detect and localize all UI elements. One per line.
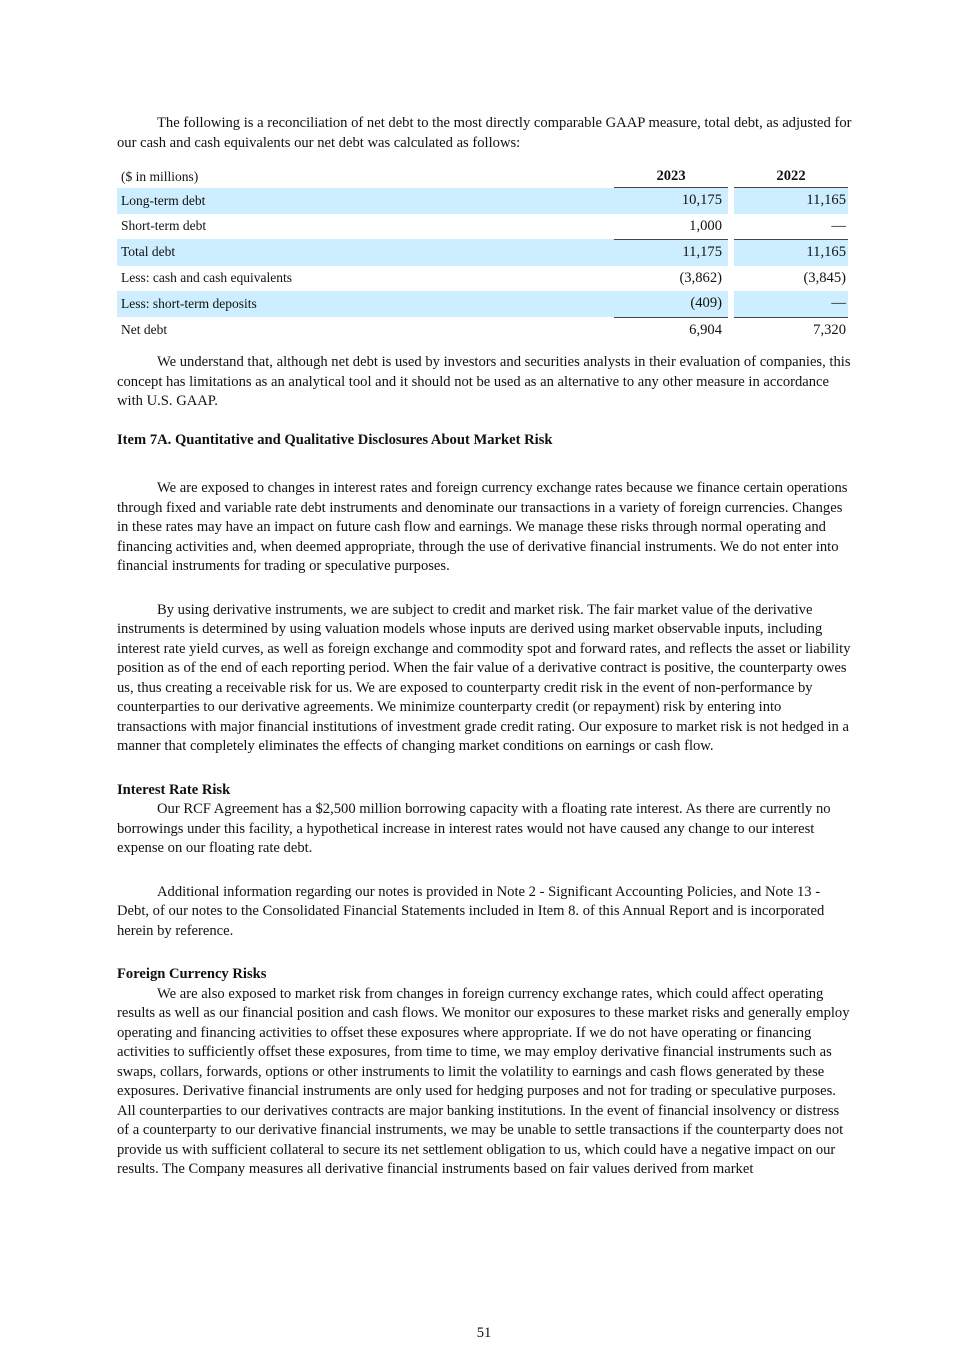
row-label: Total debt (117, 239, 614, 266)
interest-rate-paragraph-1: Our RCF Agreement has a $2,500 million borrowing capacity with a floating rate interest. As there are currently no borrowings under this facility, a hypothetical increase in interest rates would not have caused any change to our interest expense on our floating rate debt. (117, 801, 831, 856)
table-row (117, 266, 848, 292)
net-debt-table (117, 165, 848, 343)
intro-paragraph: The following is a reconciliation of net debt to the most directly comparable GAAP measure, total debt, as adjusted for our cash and cash equivalents our net debt was calculated as follows: (117, 115, 852, 151)
value-2022: 11,165 (734, 188, 848, 214)
row-label: Short-term debt (121, 218, 207, 234)
column-header-2022: 2022 (734, 165, 848, 188)
table-header-row (117, 165, 848, 188)
row-label: Less: cash and cash equivalents (121, 270, 292, 286)
item-7a-heading: Item 7A. Quantitative and Qualitative Disclosures About Market Risk (117, 431, 553, 448)
value-2022: — (831, 217, 846, 234)
table-row (117, 188, 848, 214)
value-2023: 10,175 (614, 188, 728, 214)
value-2023: 1,000 (689, 217, 722, 234)
row-label: Net debt (121, 321, 168, 337)
table-row (117, 214, 848, 240)
table-row-total (117, 239, 848, 266)
value-2023: 11,175 (614, 239, 728, 266)
value-2022: 7,320 (734, 317, 848, 344)
page-number: 51 (476, 1325, 492, 1341)
column-header-2023: 2023 (614, 165, 728, 188)
market-risk-paragraph-1: We are exposed to changes in interest rates and foreign currency exchange rates because we finance certain operations through fixed and variable rate debt instruments and denominate our transactions in a variety of foreign currencies. Changes in these rates may have an impact on future cash flow and earnings. We manage these risks through normal operating and financing activities and, when deemed appropriate, through the use of derivative financial instruments. We do not enter into financial instruments for trading or speculative purposes. (117, 480, 848, 574)
value-2022: — (734, 291, 848, 317)
row-label: Long-term debt (117, 188, 614, 214)
value-2023: (3,862) (679, 269, 722, 286)
table-row-net-debt (117, 317, 848, 344)
unit-label: ($ in millions) (121, 168, 199, 184)
value-2023: (409) (614, 291, 728, 317)
value-2022: 11,165 (734, 239, 848, 266)
market-risk-paragraph-2: By using derivative instruments, we are subject to credit and market risk. The fair market value of the derivative instruments is determined by using valuation models whose inputs are derived using market observable inputs, including interest rate yield curves, as well as foreign exchange and commodity spot and forward rates, and reflects the asset or liability position as of the end of each reporting period. When the fair value of a derivative contract is positive, the counterparty owes us, thus creating a receivable risk for us. We are exposed to counterparty credit risk in the event of non-performance by counterparties to our derivative agreements. We minimize counterparty credit (or repayment) risk by entering into transactions with major financial institutions of investment grade credit rating. Our exposure to market risk is not hedged in a manner that completely eliminates the effects of changing market conditions on earnings or cash flow. (117, 601, 851, 754)
foreign-currency-paragraph: We are also exposed to market risk from changes in foreign currency exchange rates, which could affect operating results as well as our financial position and cash flows. We monitor our exposures to these market risks and generally employ operating and financing activities to offset these exposures where appropriate. If we do not have operating or financing activities to sufficiently offset these exposures, from time to time, we may employ derivative financial instruments such as swaps, collars, forwards, options or other instruments to limit the volatility to earnings and cash flows generated by these exposures. Derivative financial instruments are only used for hedging purposes and not for trading or speculative purposes. All counterparties to our derivatives contracts are major banking institutions. In the event of financial insolvency or distress of a counterparty to our derivative financial instruments, we may be unable to settle transactions if the counterparty does not provide us with sufficient collateral to secure its net settlement obligation to us, which could have a negative impact on our results. The Company measures all derivative financial instruments based on fair values derived from market (117, 985, 850, 1177)
value-2022: (3,845) (803, 269, 846, 286)
net-debt-note: We understand that, although net debt is used by investors and securities analysts in their evaluation of companies, this concept has limitations as an analytical tool and it should not be used as an alternative to any other measure in accordance with U.S. GAAP. (117, 354, 851, 409)
document-page (117, 114, 853, 1180)
value-2023: 6,904 (614, 317, 728, 344)
foreign-currency-heading: Foreign Currency Risks (117, 966, 267, 982)
row-label: Less: short-term deposits (117, 291, 614, 317)
interest-rate-risk-heading: Interest Rate Risk (117, 781, 231, 798)
table-row (117, 291, 848, 317)
interest-rate-paragraph-2: Additional information regarding our notes is provided in Note 2 - Significant Accounting Policies, and Note 13 - Debt, of our notes to the Consolidated Financial Statements included in Item 8. of this Annual Report and is incorporated herein by reference. (117, 883, 825, 939)
